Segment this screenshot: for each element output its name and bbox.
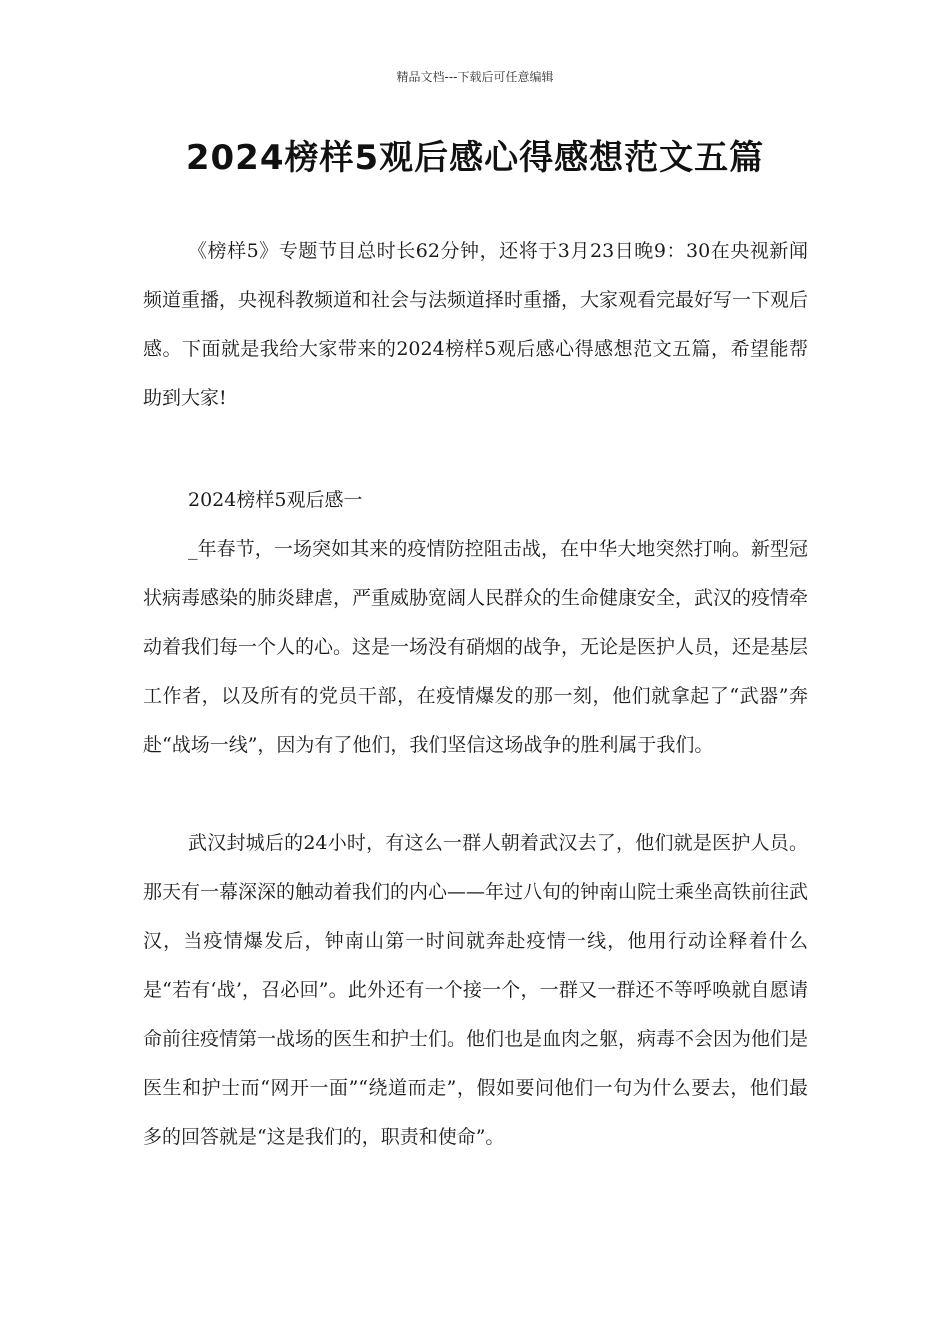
body-paragraph-1: _年春节，一场突如其来的疫情防控阻击战，在中华大地突然打响。新型冠状病毒感染的肺炎肆虐，严重威胁宽阔人民群众的生命健康安全，武汉的疫情牵动着我们每一个人的心。这是一场没有硝烟的战争，无论是医护人员，还是基层工作者，以及所有的党员干部，在疫情爆发的那一刻，他们就拿起了“武器”奔赴“战场一线”，因为有了他们，我们坚信这场战争的胜利属于我们。 — [143, 538, 809, 756]
intro-paragraph: 《榜样5》专题节目总时长62分钟，还将于3月23日晚9：30在央视新闻频道重播，央视科教频道和社会与法频道择时重播，大家观看完最好写一下观后感。下面就是我给大家带来的2024榜样5观后感心得感想范文五篇，希望能帮助到大家! — [143, 240, 809, 409]
header-note: 精品文档---下载后可任意编辑 — [396, 70, 554, 84]
section-heading: 2024榜样5观后感一 — [188, 489, 363, 511]
document-title: 2024榜样5观后感心得感想范文五篇 — [185, 138, 765, 178]
body-paragraph-2: 武汉封城后的24小时，有这么一群人朝着武汉去了，他们就是医护人员。那天有一幕深深的触动着我们的内心——年过八旬的钟南山院士乘坐高铁前往武汉，当疫情爆发后，钟南山第一时间就奔赴疫情一线，他用行动诠释着什么是“若有‘战’，召必回”。此外还有一个接一个，一群又一群还不等呼唤就自愿请命前往疫情第一战场的医生和护士们。他们也是血肉之躯，病毒不会因为他们是医生和护士而“网开一面”“绕道而走”，假如要问他们一句为什么要去，他们最多的回答就是“这是我们的，职责和使命”。 — [143, 832, 809, 1148]
